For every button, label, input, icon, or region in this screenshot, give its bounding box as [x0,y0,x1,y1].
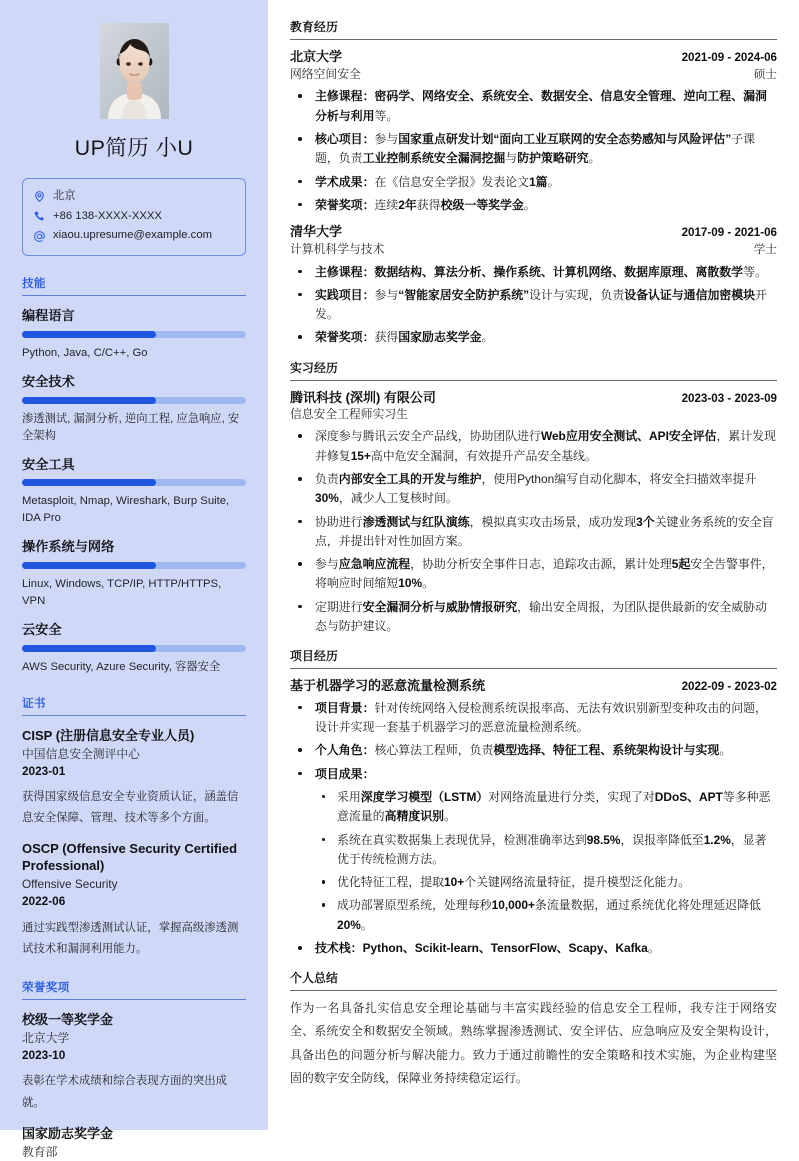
list-item: 项目背景：针对传统网络入侵检测系统误报率高、无法有效识别新型变种攻击的问题，设计并实现一套基于机器学习的恶意流量检测系统。 [290,699,777,738]
list-item: 技术栈：Python、Scikit-learn、TensorFlow、Scapy、Kafka。 [290,939,777,958]
contact-info-box [22,178,246,256]
project-date: 2022-09 - 2023-02 [681,680,777,694]
list-item: 深度参与腾讯云安全产品线，协助团队进行Web应用安全测试、API安全评估，累计发现并修复15+高中危安全漏洞，有效提升产品安全基线。 [290,427,777,466]
skill-group [22,621,246,676]
award-item [22,1126,246,1161]
avatar [22,23,246,119]
award-org: 北京大学 [22,1030,70,1045]
list-item: 个人角色：核心算法工程师，负责模型选择、特征工程、系统架构设计与实现。 [290,741,777,760]
list-item: 荣誉奖项：获得国家励志奖学金。 [290,328,777,347]
skill-group-items: Linux, Windows, TCP/IP, HTTP/HTTPS, VPN [22,578,222,607]
skill-level-bar [22,645,246,652]
list-item: 荣誉奖项：连续2年获得校级一等奖学金。 [290,196,777,215]
skill-level-bar [22,397,246,404]
education-degree: 学士 [753,242,777,256]
education-entry [290,48,777,215]
section-education [290,18,777,348]
contact-email [33,226,235,246]
project-name: 基于机器学习的恶意流量检测系统 [290,678,486,694]
contact-location-value: 北京 [53,189,76,202]
internship-role: 信息安全工程师实习生 [290,407,408,422]
section-certificates-title: 证书 [22,695,246,716]
profile-photo [100,23,169,119]
list-item: 主修课程：密码学、网络安全、系统安全、数据安全、信息安全管理、逆向工程、漏洞分析与利用等。 [290,87,777,126]
project-bullets [290,699,777,958]
internship-date: 2023-03 - 2023-09 [681,391,777,405]
section-awards [22,979,246,1161]
section-education-title: 教育经历 [290,18,777,40]
contact-phone [33,207,235,227]
skill-group [22,456,246,528]
list-item: 学术成果：在《信息安全学报》发表论文1篇。 [290,173,777,192]
section-summary [290,969,777,1090]
section-skills-title: 技能 [22,275,246,296]
section-projects [290,647,777,958]
summary-text: 作为一名具备扎实信息安全理论基础与丰富实践经验的信息安全工程师，我专注于网络安全、系统安全和数据安全领域。熟练掌握渗透测试、安全评估、应急响应及安全架构设计，具备出色的问题分析与解决能力。致力于通过前瞻性的安全策略和技术实施，为企业构建坚固的数字安全防线，保障业务持续稳定运行。 [290,1001,777,1085]
education-major: 网络空间安全 [290,66,361,81]
list-item: 定期进行安全漏洞分析与威胁情报研究，输出安全周报，为团队提供最新的安全威胁动态与防护建议。 [290,598,777,637]
contact-phone-value: +86 138-XXXX-XXXX [53,209,162,222]
section-projects-title: 项目经历 [290,647,777,669]
skill-group-name: 安全工具 [22,456,75,472]
section-certificates [22,695,246,960]
list-item: 参与应急响应流程，协助分析安全事件日志，追踪攻击源，累计处理5起安全告警事件，将响应时间缩短10%。 [290,555,777,594]
location-pin-icon [33,190,46,203]
skill-level-bar [22,562,246,569]
list-item: 优化特征工程，提取10+个关键网络流量特征，提升模型泛化能力。 [315,873,777,892]
education-school: 北京大学 [290,49,343,64]
skill-group-items: Python, Java, C/C++, Go [22,346,148,359]
skill-group-name: 安全技术 [22,373,75,389]
list-item: 实践项目：参与“智能家居安全防护系统”设计与实现，负责设备认证与通信加密模块开发。 [290,286,777,325]
skill-group [22,307,246,362]
skill-level-bar [22,331,246,338]
education-bullets [290,87,777,215]
certificate-name: OSCP (Offensive Security Certified Professional) [22,841,238,874]
skill-group-name: 云安全 [22,621,62,637]
certificate-item [22,728,246,830]
award-name: 校级一等奖学金 [22,1011,114,1027]
skill-level-bar [22,479,246,486]
list-item: 负责内部安全工具的开发与维护，使用Python编写自动化脚本，将安全扫描效率提升30%，减少人工复核时间。 [290,470,777,509]
list-item: 系统在真实数据集上表现优异，检测准确率达到98.5%，误报率降低至1.2%，显著优于传统检测方法。 [315,831,777,870]
internship-bullets [290,427,777,636]
award-date: 2023-10 [22,1047,66,1062]
certificate-description: 通过实践型渗透测试认证，掌握高级渗透测试技术和漏洞利用能力。 [22,921,239,955]
section-awards-title: 荣誉奖项 [22,979,246,1000]
section-internship-title: 实习经历 [290,359,777,381]
certificate-org: 中国信息安全测评中心 [22,746,140,761]
certificate-org: Offensive Security [22,877,118,892]
education-entry [290,223,777,348]
list-item: 成功部署原型系统，处理每秒10,000+条流量数据，通过系统优化将处理延迟降低20%。 [315,896,777,935]
award-org: 教育部 [22,1144,58,1159]
skill-group-items: Metasploit, Nmap, Wireshark, Burp Suite, IDA Pro [22,495,230,525]
section-summary-title: 个人总结 [290,969,777,991]
skill-group-items: AWS Security, Azure Security, 容器安全 [22,660,221,673]
list-item-label: 项目成果： [315,766,375,781]
internship-company: 腾讯科技 (深圳) 有限公司 [290,389,436,405]
list-item: 协助进行渗透测试与红队演练，模拟真实攻击场景，成功发现3个关键业务系统的安全盲点，并提出针对性加固方案。 [290,513,777,552]
sidebar [0,0,268,1159]
list-item [290,765,777,935]
internship-entry [290,389,777,637]
education-degree: 硕士 [753,67,777,81]
contact-email-value: xiaou.upresume@example.com [53,229,213,242]
education-school: 清华大学 [290,224,343,240]
phone-icon [33,210,46,223]
main-content [268,0,799,1130]
education-date: 2021-09 - 2024-06 [681,51,777,64]
education-major: 计算机科学与技术 [290,241,385,256]
project-result-sublist [315,788,777,935]
award-name: 国家励志奖学金 [22,1125,114,1141]
education-date: 2017-09 - 2021-06 [681,226,777,240]
certificate-item [22,841,246,960]
award-item [22,1012,246,1114]
section-skills [22,275,246,676]
contact-location [33,187,235,207]
education-bullets [290,263,777,348]
page-title: UP简历 小U [74,136,194,160]
certificate-date: 2022-06 [22,894,66,909]
certificate-description: 获得国家级信息安全专业资质认证，涵盖信息安全保障、管理、技术等多个方面。 [22,791,239,825]
list-item: 主修课程：数据结构、算法分析、操作系统、计算机网络、数据库原理、离散数学等。 [290,263,777,282]
skill-group-name: 编程语言 [22,308,75,324]
certificate-date: 2023-01 [22,763,66,778]
skill-group-items: 渗透测试, 漏洞分析, 逆向工程, 应急响应, 安全架构 [22,412,240,442]
award-description: 表彰在学术成绩和综合表现方面的突出成就。 [22,1075,228,1109]
section-internship [290,359,777,637]
skill-group [22,538,246,610]
certificate-name: CISP (注册信息安全专业人员) [22,727,195,743]
list-item: 核心项目：参与国家重点研发计划“面向工业互联网的安全态势感知与风险评估”子课题，负责工业控制系统安全漏洞挖掘与防护策略研究。 [290,130,777,169]
skill-group-name: 操作系统与网络 [22,539,115,555]
list-item: 采用深度学习模型（LSTM）对网络流量进行分类，实现了对DDoS、APT等多种恶意流量的高精度识别。 [315,788,777,827]
skill-group [22,373,246,445]
project-entry [290,677,777,958]
email-at-icon [33,230,46,243]
